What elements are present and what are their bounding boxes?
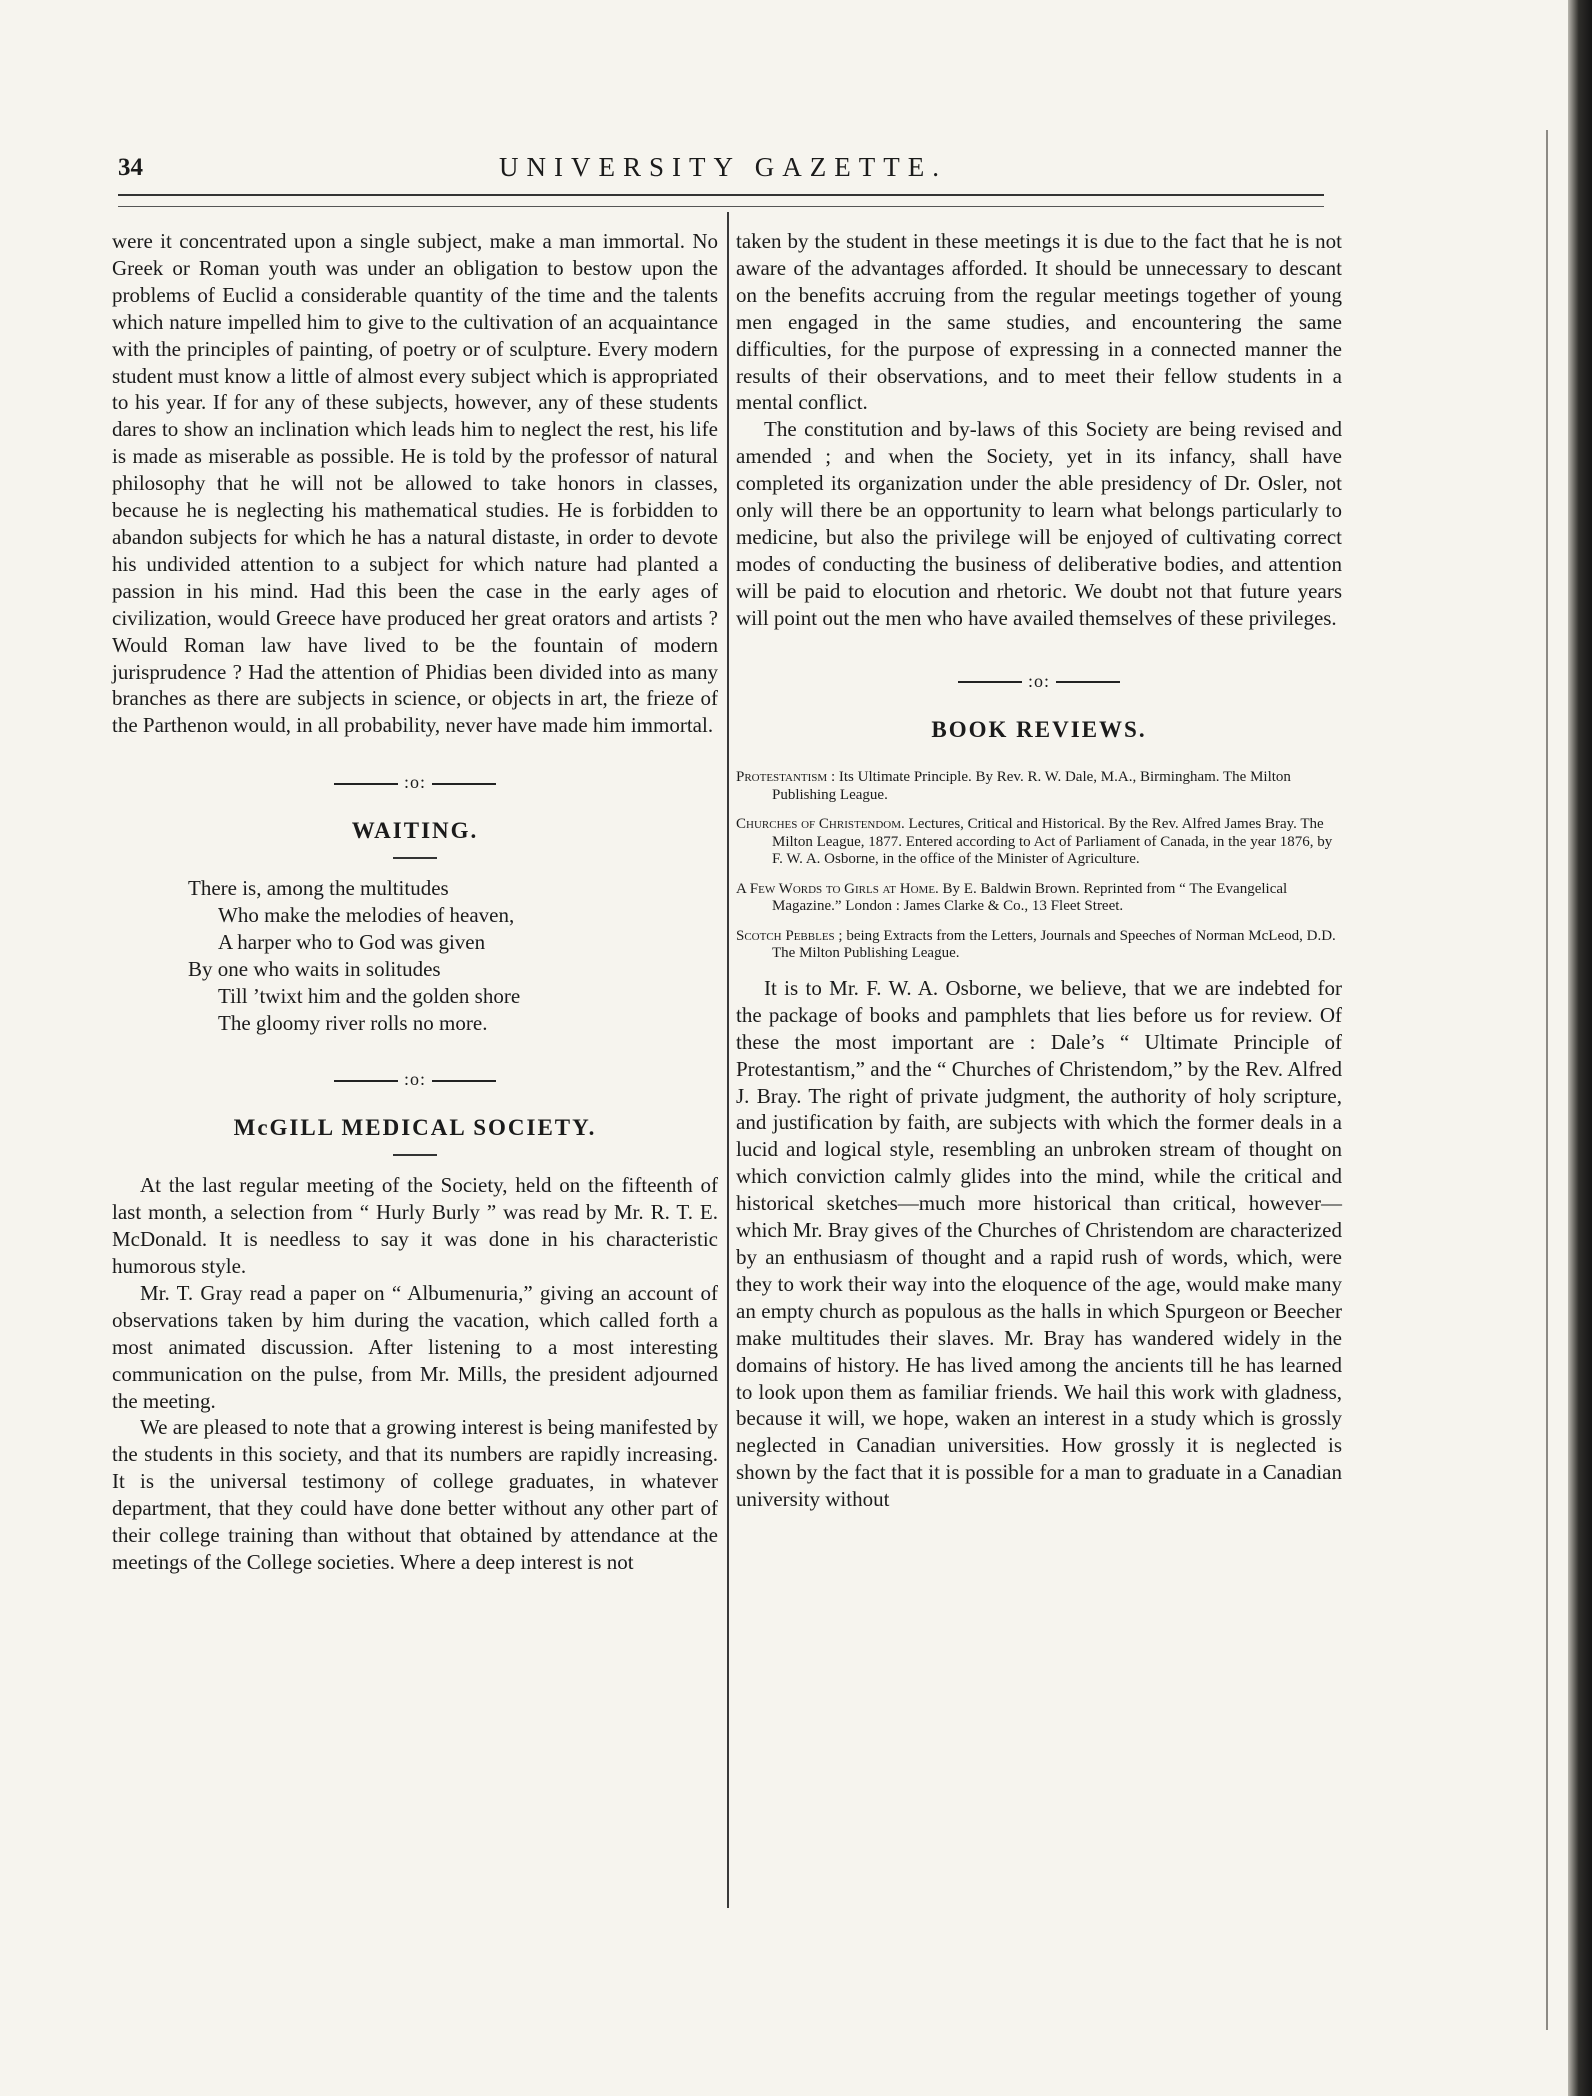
page-edge-shadow [1568,0,1592,2096]
ornament-glyph: :o: [1027,670,1050,691]
ornament-bar [958,681,1022,683]
column-divider [727,212,729,1908]
bibliography-details: By E. Baldwin Brown. Reprinted from “ The Evangelical Magazine.” London : James Clarke & Co., 13 Fleet Street. [772,880,1288,915]
society-paragraph: At the last regular meeting of the Society, held on the fifteenth of last month, a selection from “ Hurly Burly ” was read by Mr. R. T. E. McDonald. It is needless to say it was done in his characteristic humorous style. [112,1173,718,1278]
page-number: 34 [118,154,143,181]
bibliography-lead: Churches of Christendom. [736,816,905,833]
title-rule [393,857,437,859]
page-edge-line [1546,130,1548,2030]
ornament-bar [334,783,398,785]
bibliography-details: Lectures, Critical and Historical. By the Rev. Alfred James Bray. The Milton League, 1877. Entered according to Act of Parliament of Canada, in the year 1876, by F. W. A. Osborne, in the office of the Minister of Agriculture. [772,816,1333,868]
section-ornament [112,1066,718,1093]
right-column [736,228,1342,1513]
constitution-paragraph: The constitution and by-laws of this Society are being revised and amended ; and when the Society, yet in its infancy, shall have completed its organization under the able presidency of Dr. Osler, not only will there be an opportunity to learn what belongs particularly to medicine, but also the privilege will be enjoyed of cultivating correct modes of conducting the business of deliberative bodies, and attention will be paid to elocution and rhetoric. We doubt not that future years will point out the men who have availed themselves of these privileges. [736,417,1342,630]
bibliography-entry [736,816,1342,869]
poem-line: Till ’twixt him and the golden shore [218,983,521,1008]
bibliography-lead: A Few Words to Girls at Home. [736,880,939,897]
review-paragraph: It is to Mr. F. W. A. Osborne, we believe, that we are indebted for the package of books and pamphlets that lies before us for review. Of these the most important are : Dale’s “ Ultimate Principle of Protestantism,” and the “ Churches of Christendom,” by the Rev. Alfred J. Bray. The right of private judgment, the authority of holy scripture, and justification by faith, are subjects with which the former deals in a lucid and logical style, resembling an unbroken stream of thought on which conviction calmly glides into the mind, while the critical and historical sketches—much more historical than critical, however—which Mr. Bray gives of the Churches of Christendom are characterized by an enthusiasm of thought and a rapid rush of words, which, were they to work their way into the eloquence of the age, would make many an empty church as populous as the halls in which Spurgeon or Beecher make multitudes their slaves. Mr. Bray has wandered widely in the domains of history. He has lived among the ancients till he has learned to look upon them as familiar friends. We hail this work with gladness, because it will, we hope, waken an interest in a study which is grossly neglected in Canadian universities. How grossly it is neglected is shown by the fact that it is possible for a man to graduate in a Canadian university without [736,975,1342,1512]
essay-continuation-paragraph: were it concentrated upon a single subject, make a man immortal. No Greek or Roman youth was under an obligation to bestow upon the problems of Euclid a considerable quantity of the time and the talents which nature impelled him to give to the cultivation of an acquaintance with the principles of painting, of poetry or of sculpture. Every modern student must know a little of almost every subject which is appropriated to his year. If for any of these subjects, however, any of these students dares to show an inclination which leads him to neglect the rest, his life is made as miserable as possible. He is told by the professor of natural philosophy that he will not be allowed to take honors in classes, because he is neglecting his mathematical studies. He is forbidden to abandon subjects for which he has a natural distaste, in order to devote his undivided attention to a subject for which nature had planted a passion in his mind. Had this been the case in the early ages of civilization, would Greece have produced her great orators and artists ? Would Roman law have lived to be the fountain of modern jurisprudence ? Had the attention of Phidias been divided into as many branches as there are subjects in science, or objects in art, the frieze of the Parthenon would, in all probability, never have made him immortal. [112,229,718,738]
ornament-glyph: :o: [403,772,426,793]
masthead-title: UNIVERSITY GAZETTE. [499,152,947,182]
poem-title: WAITING. [351,818,479,844]
header-rule [118,194,1324,207]
reviews-title: BOOK REVIEWS. [931,716,1147,742]
society-continuation-paragraph: taken by the student in these meetings it is due to the fact that he is not aware of the advantages afforded. It should be unnecessary to descant on the benefits accruing from the regular meetings together of young men engaged in the same studies, and encountering the same difficulties, for the purpose of expressing in a connected manner the results of their observations, and to meet their fellow students in a mental conflict. [736,229,1342,415]
ornament-bar [1056,681,1120,683]
bibliography-lead: Scotch Pebbles [736,927,835,944]
page-header [118,152,1328,188]
bibliography-details: ; being Extracts from the Letters, Journals and Speeches of Norman McLeod, D.D. The Milton Publishing League. [772,927,1336,962]
bibliography-entry [736,928,1342,963]
society-paragraph: Mr. T. Gray read a paper on “ Albumenuria,” giving an account of observations taken by him during the vacation, which called forth a most animated discussion. After listening to a most interesting communication on the pulse, from Mr. Mills, the president adjourned the meeting. [112,1280,718,1413]
ornament-glyph: :o: [403,1069,426,1090]
bibliography-details: : Its Ultimate Principle. By Rev. R. W. Dale, M.A., Birmingham. The Milton Publishing League. [772,769,1291,803]
poem-line: Who make the melodies of heaven, [218,902,515,927]
poem-line: The gloomy river rolls no more. [218,1010,488,1035]
poem-line: There is, among the multitudes [188,876,449,901]
ornament-bar [432,1080,496,1082]
section-ornament [112,769,718,796]
bibliography-lead: Protestantism [736,769,828,786]
poem [188,875,718,1036]
poem-line: By one who waits in solitudes [188,956,441,981]
poem-line: A harper who to God was given [218,929,486,954]
title-rule [393,1154,437,1156]
bibliography-entry [736,769,1342,804]
society-paragraph: We are pleased to note that a growing interest is being manifested by the students in this society, and that its numbers are rapidly increasing. It is the universal testimony of college graduates, in whatever department, that they could have done better without any other part of their college training than without that obtained by attendance at the meetings of the College societies. Where a deep interest is not [112,1415,718,1574]
bibliography-entry [736,881,1342,916]
ornament-bar [432,783,496,785]
section-ornament [736,668,1342,695]
left-column [112,228,718,1576]
ornament-bar [334,1080,398,1082]
society-title: McGILL MEDICAL SOCIETY. [233,1115,597,1141]
